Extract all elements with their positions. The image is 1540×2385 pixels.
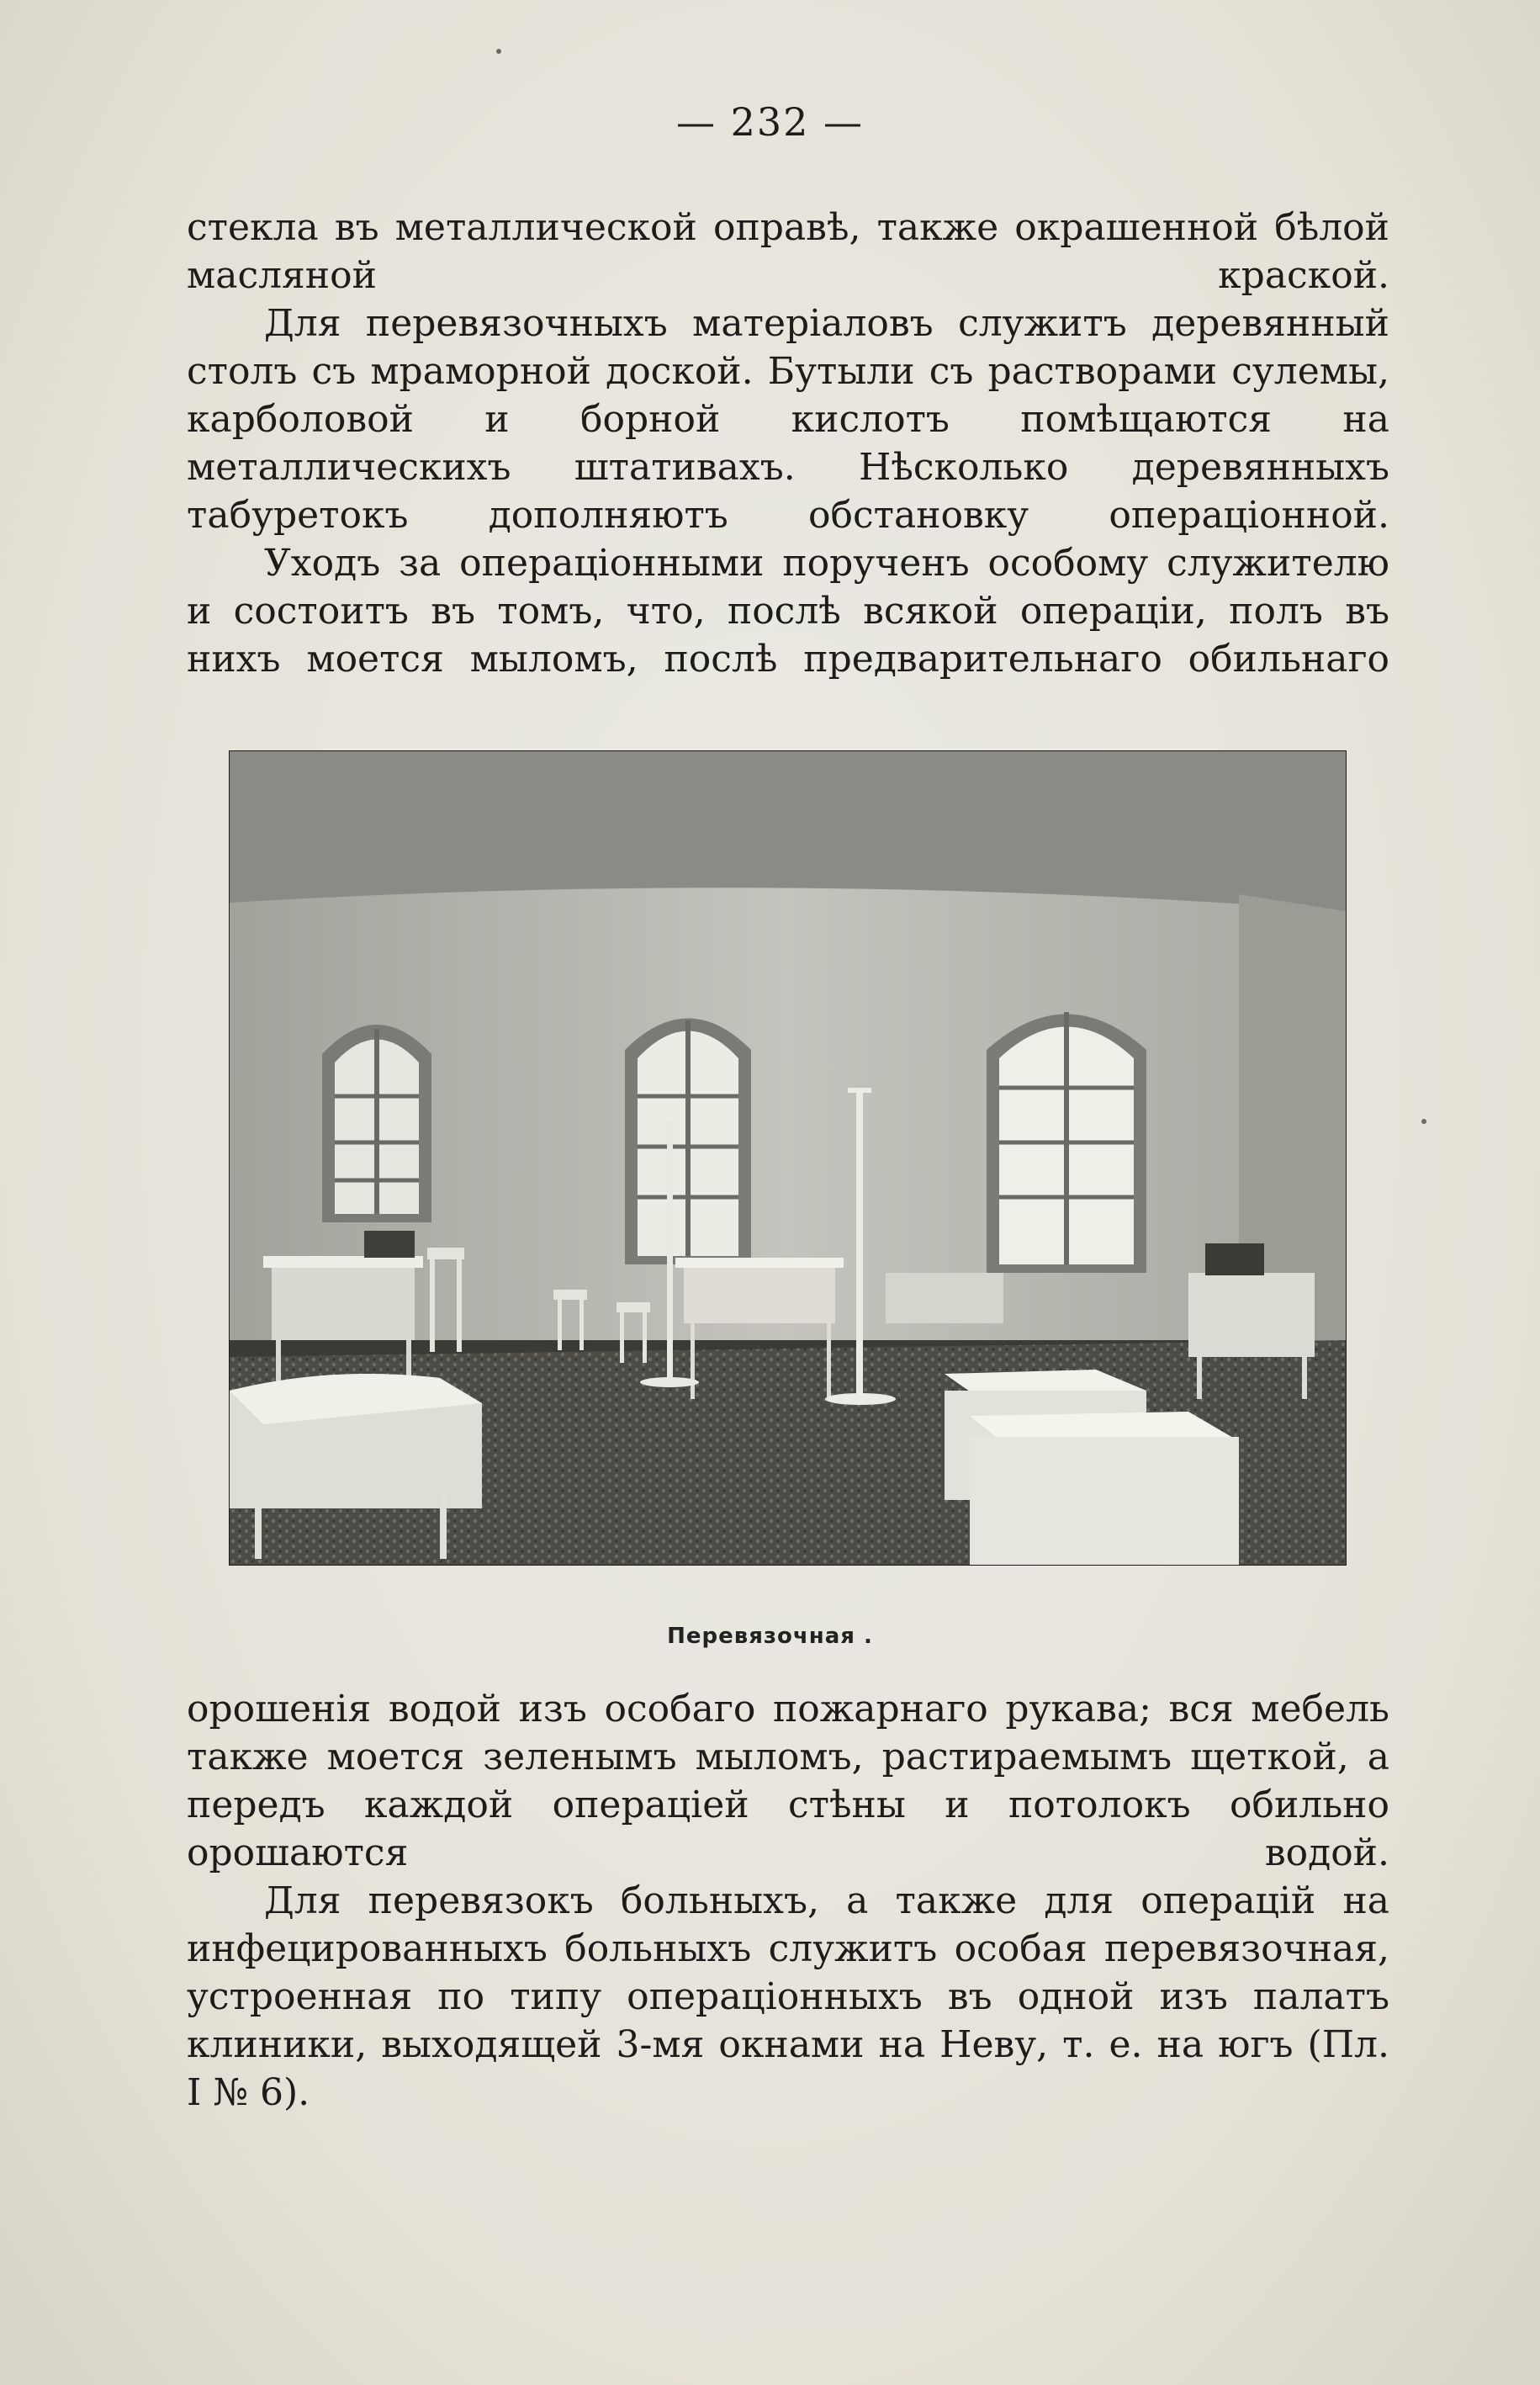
figure-caption: Перевязочная .	[667, 1624, 873, 1649]
photo-drawing	[230, 751, 1346, 1565]
paragraph: Для перевязокъ больныхъ, а также для операцій на инфецированныхъ больныхъ служитъ особая перевязочная, устроенная по типу операціонныхъ въ одной изъ палатъ клиники, выходящей 3-мя окнами на Неву, т. е. на югъ (Пл. I № 6).	[187, 1879, 1389, 2114]
paragraph: орошенія водой изъ особаго пожарнаго рукава; вся мебель также моется зеленымъ мыломъ, растираемымъ щеткой, а передъ каждой операціей стѣны и потолокъ обильно орошаются водой.	[187, 1688, 1389, 1874]
window-right	[987, 1012, 1146, 1273]
text-block-bottom	[187, 1685, 1389, 2117]
page-number: — 232 —	[675, 99, 865, 145]
margin-speck	[496, 49, 501, 54]
window-center	[625, 1019, 751, 1265]
paragraph: стекла въ металлической оправѣ, также окрашенной бѣлой масляной краской.	[187, 206, 1389, 297]
paragraph: Для перевязочныхъ матеріаловъ служитъ деревянный столъ съ мраморной доской. Бутыли съ растворами сулемы, карболовой и борной кислотъ помѣщаются на металлическихъ штативахъ. Нѣсколько деревянныхъ табуретокъ дополняютъ обстановку операціонной.	[187, 302, 1389, 537]
paragraph: Уходъ за операціонными порученъ особому служителю и состоитъ въ томъ, что, послѣ всякой операціи, полъ въ нихъ моется мыломъ, послѣ предварительнаго обильнаго	[187, 542, 1389, 681]
dressing-room-photograph	[229, 750, 1347, 1566]
margin-speck	[1421, 1119, 1426, 1124]
text-block-top	[187, 204, 1389, 683]
window-left	[322, 1025, 431, 1222]
